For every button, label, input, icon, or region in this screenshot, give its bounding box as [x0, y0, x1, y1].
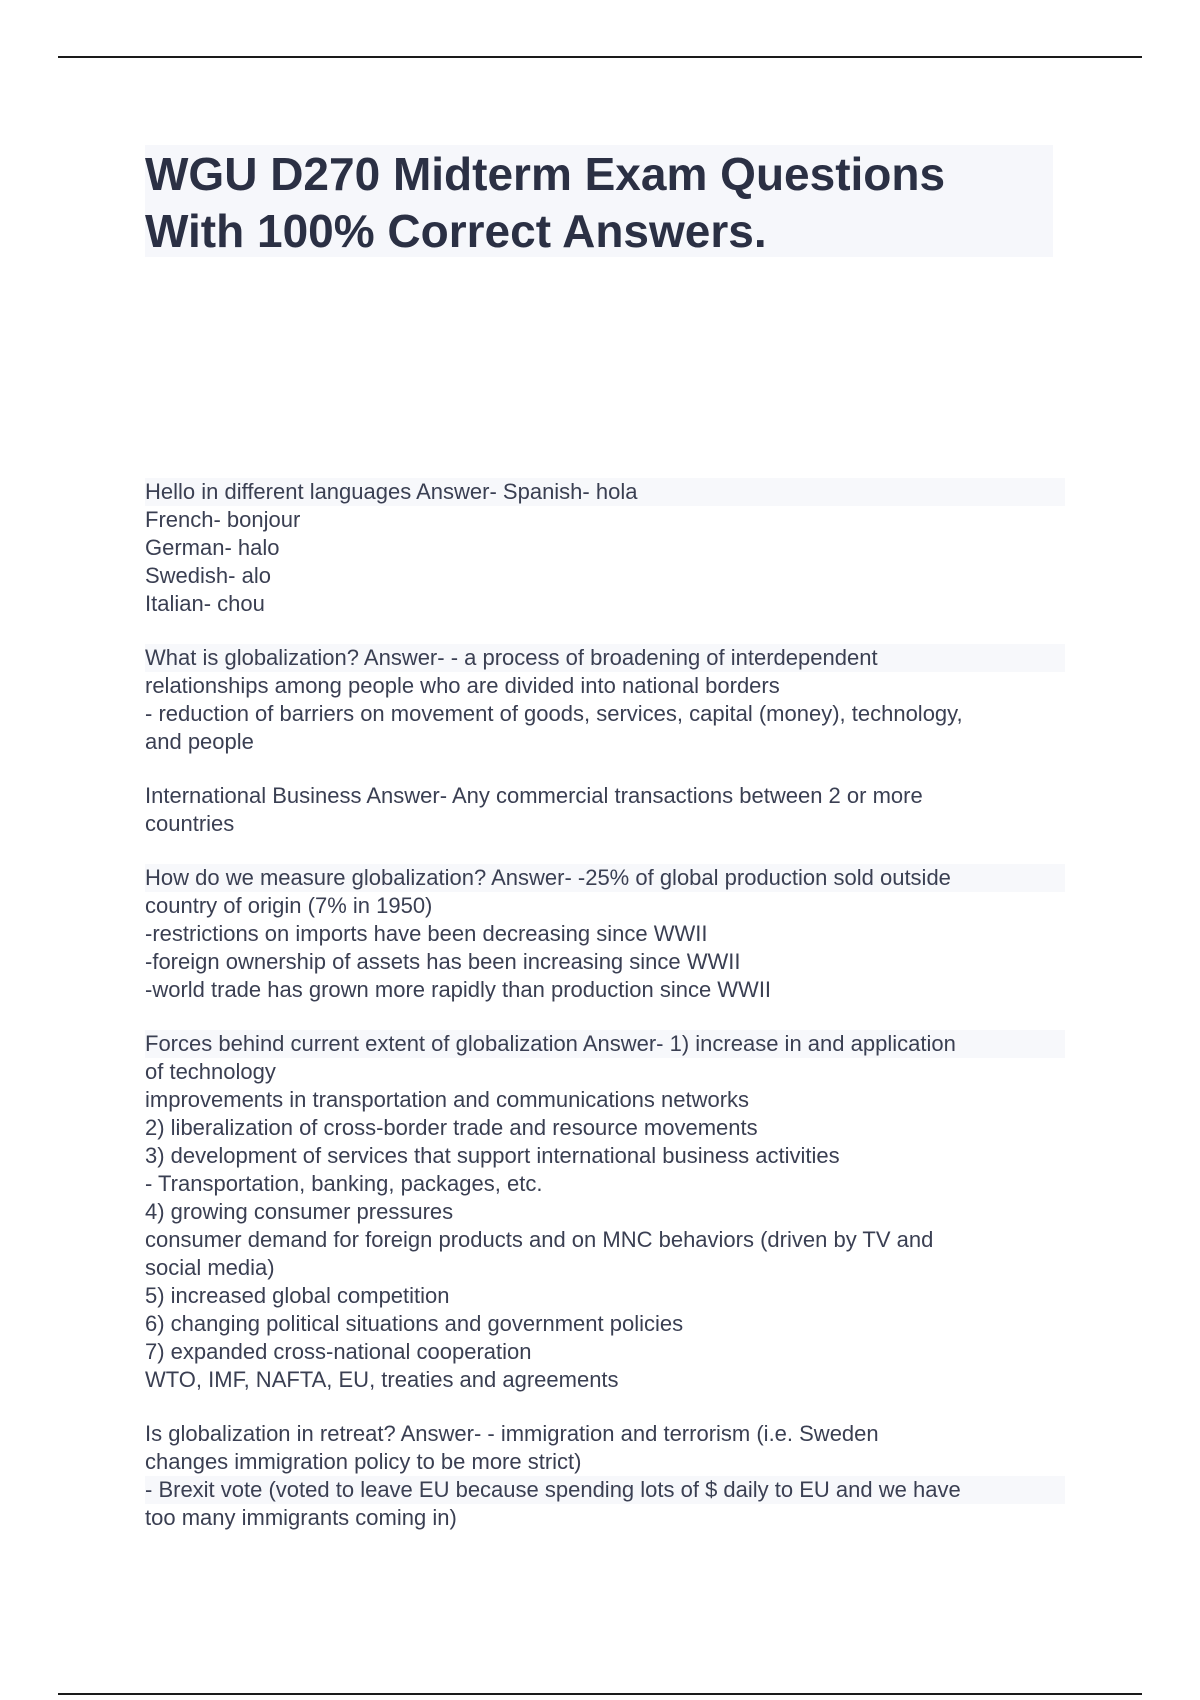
qa-line: German- halo: [145, 535, 280, 560]
qa-item: [145, 644, 1065, 756]
qa-line: How do we measure globalization? Answer- -25% of global production sold outside: [145, 864, 1065, 892]
qa-line: International Business Answer- Any commercial transactions between 2 or more: [145, 783, 923, 808]
title-line-1: WGU D270 Midterm Exam Questions: [145, 148, 946, 200]
qa-line: of technology: [145, 1059, 276, 1084]
qa-line: -world trade has grown more rapidly than production since WWII: [145, 977, 772, 1002]
bottom-divider: [58, 1693, 1142, 1695]
qa-line: 4) growing consumer pressures: [145, 1199, 454, 1224]
qa-item: [145, 1030, 1065, 1394]
qa-line: country of origin (7% in 1950): [145, 893, 433, 918]
qa-line: 2) liberalization of cross-border trade and resource movements: [145, 1115, 758, 1140]
qa-line: changes immigration policy to be more strict): [145, 1449, 582, 1474]
qa-line: improvements in transportation and communications networks: [145, 1087, 750, 1112]
qa-line: social media): [145, 1255, 275, 1280]
top-divider: [58, 56, 1142, 58]
qa-line: Is globalization in retreat? Answer- - immigration and terrorism (i.e. Sweden: [145, 1421, 879, 1446]
qa-line: French- bonjour: [145, 507, 301, 532]
qa-line: - Transportation, banking, packages, etc.: [145, 1171, 543, 1196]
qa-line: relationships among people who are divided into national borders: [145, 673, 780, 698]
qa-line: Forces behind current extent of globalization Answer- 1) increase in and application: [145, 1030, 1065, 1058]
qa-line: 3) development of services that support international business activities: [145, 1143, 840, 1168]
document-title: [145, 146, 1045, 260]
qa-item: [145, 478, 1065, 618]
qa-line: consumer demand for foreign products and on MNC behaviors (driven by TV and: [145, 1227, 934, 1252]
qa-line: countries: [145, 811, 235, 836]
qa-line: WTO, IMF, NAFTA, EU, treaties and agreements: [145, 1367, 619, 1392]
qa-line: Italian- chou: [145, 591, 265, 616]
qa-line: 6) changing political situations and government policies: [145, 1311, 684, 1336]
qa-line: 7) expanded cross-national cooperation: [145, 1339, 532, 1364]
title-line-2: With 100% Correct Answers.: [145, 205, 767, 257]
qa-line: -restrictions on imports have been decreasing since WWII: [145, 921, 708, 946]
qa-list: [145, 478, 1065, 1558]
qa-line: -foreign ownership of assets has been increasing since WWII: [145, 949, 741, 974]
qa-line: and people: [145, 729, 254, 754]
qa-line: 5) increased global competition: [145, 1283, 450, 1308]
qa-line: too many immigrants coming in): [145, 1505, 457, 1530]
qa-item: [145, 864, 1065, 1004]
qa-item: [145, 782, 1065, 838]
qa-line: Hello in different languages Answer- Spanish- hola: [145, 478, 1065, 506]
qa-line: What is globalization? Answer- - a process of broadening of interdependent: [145, 644, 1065, 672]
qa-item: [145, 1420, 1065, 1532]
qa-line: - reduction of barriers on movement of goods, services, capital (money), technology,: [145, 701, 963, 726]
qa-line: - Brexit vote (voted to leave EU because spending lots of $ daily to EU and we have: [145, 1476, 1065, 1504]
qa-line: Swedish- alo: [145, 563, 271, 588]
